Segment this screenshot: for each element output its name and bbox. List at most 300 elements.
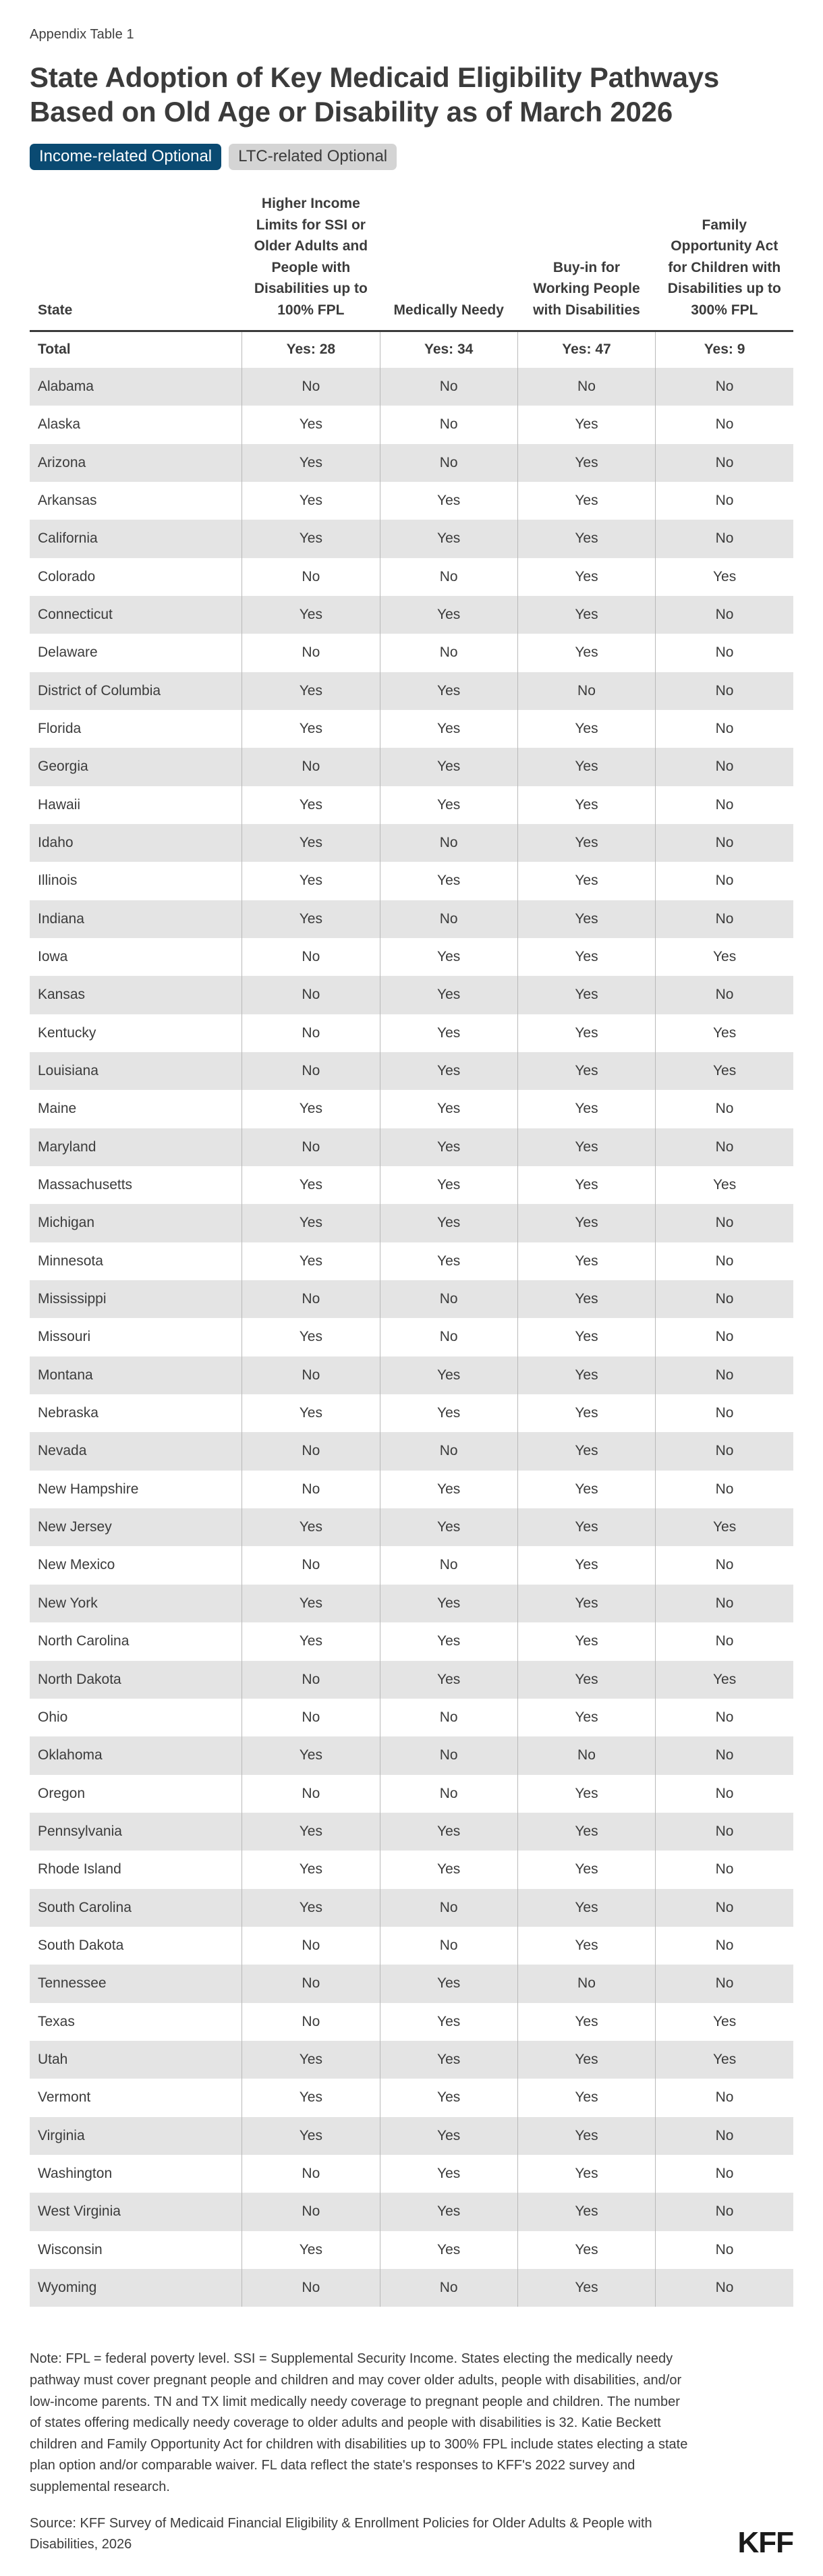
table-cell-value: Yes	[517, 596, 655, 634]
table-cell-value: Yes	[656, 1166, 793, 1204]
table-cell-value: Yes	[380, 596, 517, 634]
table-row	[30, 1432, 793, 1470]
table-cell-value: No	[656, 1546, 793, 1584]
table-cell-value: Yes	[517, 2193, 655, 2230]
table-cell-value: Yes	[656, 938, 793, 976]
table-cell-value: Yes	[517, 1318, 655, 1356]
table-cell-value: No	[656, 1128, 793, 1166]
table-row	[30, 862, 793, 900]
row-label-state: Alabama	[30, 368, 242, 406]
table-cell-value: Yes	[380, 1585, 517, 1622]
row-label-state: New Jersey	[30, 1508, 242, 1546]
table-cell-value: No	[656, 900, 793, 938]
table-row	[30, 1471, 793, 1508]
table-row	[30, 786, 793, 824]
column-header-state: State	[30, 193, 242, 331]
row-label-state: Arizona	[30, 444, 242, 482]
table-row	[30, 482, 793, 520]
table-cell-value: Yes	[517, 938, 655, 976]
table-cell-value: No	[242, 1471, 380, 1508]
table-cell-value: Yes	[517, 1699, 655, 1736]
table-cell-value: No	[656, 596, 793, 634]
table-cell-value: Yes	[517, 1585, 655, 1622]
table-cell-value: No	[380, 558, 517, 596]
table-cell-value: No	[380, 1546, 517, 1584]
table-row	[30, 1014, 793, 1052]
row-label-state: Delaware	[30, 634, 242, 672]
row-label-state: Ohio	[30, 1699, 242, 1736]
row-label-state: Hawaii	[30, 786, 242, 824]
row-label-state: Virginia	[30, 2117, 242, 2155]
table-row	[30, 1166, 793, 1204]
table-row	[30, 634, 793, 672]
table-cell-value: Yes	[517, 900, 655, 938]
table-cell-value: Yes	[656, 1014, 793, 1052]
table-cell-value: No	[242, 938, 380, 976]
table-row	[30, 672, 793, 710]
table-cell-value: No	[656, 1090, 793, 1128]
table-cell-value: Yes	[380, 520, 517, 557]
row-label-state: South Carolina	[30, 1889, 242, 1927]
table-cell-value: Yes	[242, 2079, 380, 2116]
table-cell-value: Yes	[242, 1166, 380, 1204]
table-cell-value: No	[242, 1775, 380, 1813]
table-cell-value: No	[242, 1356, 380, 1394]
table-cell-value: No	[656, 368, 793, 406]
row-label-state: Illinois	[30, 862, 242, 900]
row-label-state: Oklahoma	[30, 1736, 242, 1774]
table-cell-value: No	[242, 1280, 380, 1318]
table-row	[30, 2193, 793, 2230]
table-cell-value: No	[656, 1394, 793, 1432]
table-row	[30, 1128, 793, 1166]
table-cell-value: No	[656, 1927, 793, 1965]
table-cell-value: Yes	[380, 1851, 517, 1888]
row-label-state: New Hampshire	[30, 1471, 242, 1508]
table-cell-value: Yes	[380, 1508, 517, 1546]
table-cell-value: No	[242, 1014, 380, 1052]
table-cell-value: Yes	[242, 406, 380, 443]
table-cell-value: Yes	[517, 2117, 655, 2155]
table-cell-value: Yes	[517, 1546, 655, 1584]
table-cell-value: Yes: 9	[656, 331, 793, 368]
row-label-state: Maryland	[30, 1128, 242, 1166]
table-cell-value: Yes	[242, 520, 380, 557]
table-cell-value: Yes	[380, 1204, 517, 1242]
table-cell-value: Yes	[380, 2079, 517, 2116]
table-cell-value: Yes	[242, 672, 380, 710]
table-cell-value: No	[656, 1699, 793, 1736]
table-cell-value: No	[242, 558, 380, 596]
table-cell-value: No	[656, 824, 793, 862]
eyebrow-label: Appendix Table 1	[30, 27, 134, 42]
table-cell-value: Yes	[380, 2117, 517, 2155]
table-cell-value: Yes	[656, 1052, 793, 1090]
table-cell-value: Yes	[517, 2231, 655, 2269]
table-row	[30, 1546, 793, 1584]
row-label-state: Indiana	[30, 900, 242, 938]
table-cell-value: No	[380, 1280, 517, 1318]
table-cell-value: No	[656, 1889, 793, 1927]
table-cell-value: No	[656, 1204, 793, 1242]
table-cell-value: No	[656, 1471, 793, 1508]
table-cell-value: No	[656, 444, 793, 482]
row-label-state: California	[30, 520, 242, 557]
table-cell-value: Yes	[242, 1394, 380, 1432]
row-label-state: Louisiana	[30, 1052, 242, 1090]
table-cell-value: Yes	[380, 2003, 517, 2041]
table-cell-value: Yes	[242, 824, 380, 862]
row-label-state: Vermont	[30, 2079, 242, 2116]
table-cell-value: Yes	[656, 2003, 793, 2041]
table-row	[30, 368, 793, 406]
table-cell-value: Yes	[380, 482, 517, 520]
table-cell-value: No	[380, 1736, 517, 1774]
tag-ltc-related-optional[interactable]: LTC-related Optional	[229, 144, 397, 170]
table-cell-value: No	[656, 2231, 793, 2269]
table-cell-value: Yes	[517, 634, 655, 672]
table-cell-value: Yes	[242, 1851, 380, 1888]
table-cell-value: No	[656, 976, 793, 1014]
table-cell-value: Yes	[517, 2269, 655, 2307]
table-cell-value: Yes	[517, 1622, 655, 1660]
table-cell-value: Yes	[517, 1356, 655, 1394]
table-cell-value: Yes	[242, 1813, 380, 1851]
row-label-state: Iowa	[30, 938, 242, 976]
table-row	[30, 2269, 793, 2307]
table-cell-value: Yes	[380, 1965, 517, 2002]
table-cell-value: Yes	[517, 1775, 655, 1813]
table-footer	[30, 2349, 793, 2575]
tag-row	[30, 144, 793, 170]
table-row	[30, 1699, 793, 1736]
table-cell-value: Yes	[380, 1622, 517, 1660]
table-cell-value: Yes	[656, 558, 793, 596]
table-cell-value: Yes	[517, 1661, 655, 1699]
table-cell-value: Yes	[517, 2155, 655, 2193]
table-cell-value: Yes	[380, 1394, 517, 1432]
table-cell-value: No	[656, 1280, 793, 1318]
table-cell-value: No	[656, 672, 793, 710]
table-cell-value: Yes	[242, 2117, 380, 2155]
table-cell-value: Yes	[380, 938, 517, 976]
table-cell-value: No	[656, 1736, 793, 1774]
table-row	[30, 1204, 793, 1242]
table-row	[30, 1090, 793, 1128]
row-label-state: Florida	[30, 710, 242, 748]
row-label-state: Texas	[30, 2003, 242, 2041]
table-row	[30, 976, 793, 1014]
table-cell-value: No	[656, 1813, 793, 1851]
table-cell-value: Yes	[517, 482, 655, 520]
table-cell-value: No	[656, 2155, 793, 2193]
table-cell-value: Yes	[517, 786, 655, 824]
table-cell-value: No	[656, 748, 793, 786]
table-row	[30, 1318, 793, 1356]
row-label-state: Kentucky	[30, 1014, 242, 1052]
table-cell-value: Yes	[380, 862, 517, 900]
table-cell-value: No	[656, 406, 793, 443]
table-cell-value: Yes	[517, 1889, 655, 1927]
table-cell-value: No	[242, 1546, 380, 1584]
table-row	[30, 1851, 793, 1888]
table-cell-value: Yes	[380, 672, 517, 710]
table-cell-value: No	[242, 368, 380, 406]
table-row	[30, 1280, 793, 1318]
table-cell-value: Yes	[517, 1508, 655, 1546]
table-cell-value: Yes: 47	[517, 331, 655, 368]
table-cell-value: Yes	[380, 2231, 517, 2269]
table-cell-value: No	[656, 2193, 793, 2230]
table-cell-value: No	[656, 1851, 793, 1888]
row-label-state: Rhode Island	[30, 1851, 242, 1888]
table-cell-value: No	[242, 748, 380, 786]
tag-income-related-optional[interactable]: Income-related Optional	[30, 144, 221, 170]
table-row	[30, 1889, 793, 1927]
table-cell-value: No	[380, 634, 517, 672]
table-cell-value: Yes	[517, 1014, 655, 1052]
table-row	[30, 2041, 793, 2079]
row-label-state: Mississippi	[30, 1280, 242, 1318]
table-cell-value: No	[656, 1318, 793, 1356]
table-cell-value: Yes	[380, 2155, 517, 2193]
table-row	[30, 596, 793, 634]
row-label-state: North Dakota	[30, 1661, 242, 1699]
table-row	[30, 558, 793, 596]
row-label-state: Colorado	[30, 558, 242, 596]
table-body	[30, 331, 793, 2307]
table-row	[30, 748, 793, 786]
table-row	[30, 2117, 793, 2155]
table-cell-value: Yes	[517, 1280, 655, 1318]
table-cell-value: Yes	[517, 558, 655, 596]
table-cell-value: Yes	[242, 1090, 380, 1128]
table-cell-value: Yes	[242, 1736, 380, 1774]
row-label-state: Georgia	[30, 748, 242, 786]
table-cell-value: No	[242, 2193, 380, 2230]
row-label-state: Tennessee	[30, 1965, 242, 2002]
table-cell-value: Yes	[242, 1204, 380, 1242]
table-row	[30, 710, 793, 748]
table-cell-value: Yes	[517, 444, 655, 482]
row-label-state: Alaska	[30, 406, 242, 443]
table-row	[30, 1775, 793, 1813]
table-row	[30, 1242, 793, 1280]
table-cell-value: No	[242, 1661, 380, 1699]
footnote-source: Source: KFF Survey of Medicaid Financial Eligibility & Enrollment Policies for Older Adults & People with Disabilities, 2026	[30, 2515, 652, 2552]
table-cell-value: Yes	[380, 710, 517, 748]
row-label-state: Maine	[30, 1090, 242, 1128]
table-cell-value: No	[380, 1699, 517, 1736]
table-cell-value: Yes	[517, 1128, 655, 1166]
row-label-state: Montana	[30, 1356, 242, 1394]
table-cell-value: Yes	[242, 710, 380, 748]
table-cell-value: Yes	[517, 2079, 655, 2116]
table-cell-value: Yes	[517, 862, 655, 900]
table-cell-value: Yes	[380, 786, 517, 824]
table-cell-value: Yes	[242, 786, 380, 824]
table-cell-value: Yes	[380, 1356, 517, 1394]
table-cell-value: Yes	[242, 444, 380, 482]
table-row	[30, 1585, 793, 1622]
row-label-state: Michigan	[30, 1204, 242, 1242]
table-cell-value: No	[380, 1927, 517, 1965]
row-label-state: Minnesota	[30, 1242, 242, 1280]
table-cell-value: Yes	[242, 482, 380, 520]
table-row	[30, 900, 793, 938]
kff-logo: KFF	[737, 2525, 793, 2559]
table-cell-value: No	[656, 1775, 793, 1813]
table-cell-value: Yes	[517, 748, 655, 786]
table-cell-value: No	[242, 2003, 380, 2041]
table-cell-value: Yes	[656, 2041, 793, 2079]
table-cell-value: Yes	[517, 1927, 655, 1965]
table-cell-value: No	[380, 444, 517, 482]
table-cell-value: Yes	[242, 1318, 380, 1356]
table-header-row	[30, 193, 793, 331]
column-header-family-opportunity-act: Family Opportunity Act for Children with Disabilities up to 300% FPL	[656, 193, 793, 331]
table-cell-value: Yes	[517, 1166, 655, 1204]
table-cell-value: No	[656, 1356, 793, 1394]
table-cell-value: No	[656, 1965, 793, 2002]
table-cell-value: No	[517, 1736, 655, 1774]
table-cell-value: Yes	[380, 1471, 517, 1508]
table-cell-value: Yes: 34	[380, 331, 517, 368]
table-cell-value: No	[242, 1128, 380, 1166]
table-cell-value: Yes	[517, 976, 655, 1014]
table-cell-value: Yes	[380, 1166, 517, 1204]
table-cell-value: Yes	[517, 1851, 655, 1888]
page-title: State Adoption of Key Medicaid Eligibility Pathways Based on Old Age or Disability as of March 2026	[30, 61, 720, 128]
table-cell-value: No	[656, 1432, 793, 1470]
table-cell-value: Yes	[242, 1889, 380, 1927]
table-row	[30, 2155, 793, 2193]
row-label-state: Massachusetts	[30, 1166, 242, 1204]
table-cell-value: Yes	[517, 1432, 655, 1470]
row-label-state: South Dakota	[30, 1927, 242, 1965]
table-cell-value: No	[380, 824, 517, 862]
table-cell-value: No	[656, 1242, 793, 1280]
table-cell-value: No	[656, 2079, 793, 2116]
table-cell-value: Yes	[380, 748, 517, 786]
table-row	[30, 1622, 793, 1660]
table-cell-value: Yes	[380, 976, 517, 1014]
table-cell-value: Yes	[517, 2003, 655, 2041]
row-label-state: Utah	[30, 2041, 242, 2079]
table-cell-value: No	[656, 710, 793, 748]
table-row	[30, 2231, 793, 2269]
table-row	[30, 1965, 793, 2002]
table-cell-value: Yes	[242, 1622, 380, 1660]
table-header	[30, 193, 793, 331]
row-label-state: New York	[30, 1585, 242, 1622]
state-adoption-table	[30, 193, 793, 2307]
table-cell-value: No	[242, 1432, 380, 1470]
table-cell-value: Yes	[242, 900, 380, 938]
table-row	[30, 406, 793, 443]
table-cell-value: No	[380, 1318, 517, 1356]
row-label-state: West Virginia	[30, 2193, 242, 2230]
table-cell-value: No	[242, 2269, 380, 2307]
table-row	[30, 2079, 793, 2116]
row-label-state: North Carolina	[30, 1622, 242, 1660]
table-cell-value: No	[242, 1052, 380, 1090]
table-cell-value: No	[242, 1699, 380, 1736]
row-label-state: Connecticut	[30, 596, 242, 634]
row-label-state: Pennsylvania	[30, 1813, 242, 1851]
table-row	[30, 1661, 793, 1699]
column-header-medically-needy: Medically Needy	[380, 193, 517, 331]
table-cell-value: No	[242, 1965, 380, 2002]
table-row-total	[30, 331, 793, 368]
table-cell-value: Yes	[242, 596, 380, 634]
table-cell-value: Yes	[242, 1585, 380, 1622]
table-container	[30, 193, 793, 2307]
table-row	[30, 1052, 793, 1090]
table-cell-value: No	[517, 368, 655, 406]
table-cell-value: No	[656, 1622, 793, 1660]
table-cell-value: No	[242, 976, 380, 1014]
footnote-note: Note: FPL = federal poverty level. SSI = Supplemental Security Income. States electing the medically needy pathway must cover pregnant people and children and may cover older adults, people with disabilities, and/or low-income parents. TN and TX limit medically needy coverage to pregnant people and children. The number of states offering medically needy coverage to older adults and people with disabilities is 32. Katie Beckett children and Family Opportunity Act for children with disabilities up to 300% FPL include states electing a state plan option and/or comparable waiver. FL data reflect the state's responses to KFF's 2022 survey and supplemental research.	[30, 2351, 688, 2494]
table-cell-value: Yes	[242, 1242, 380, 1280]
table-cell-value: Yes	[380, 1090, 517, 1128]
table-cell-value: Yes	[242, 862, 380, 900]
table-cell-value: Yes	[517, 1471, 655, 1508]
table-cell-value: Yes	[380, 1813, 517, 1851]
table-cell-value: Yes	[517, 1394, 655, 1432]
table-cell-value: No	[380, 1432, 517, 1470]
table-cell-value: Yes	[242, 2041, 380, 2079]
table-row	[30, 938, 793, 976]
row-label-state: District of Columbia	[30, 672, 242, 710]
table-cell-value: No	[517, 672, 655, 710]
table-cell-value: Yes	[517, 1090, 655, 1128]
row-label-state: Missouri	[30, 1318, 242, 1356]
table-row	[30, 444, 793, 482]
table-cell-value: Yes	[656, 1661, 793, 1699]
table-cell-value: No	[517, 1965, 655, 2002]
table-cell-value: No	[380, 368, 517, 406]
column-header-higher-income-limits: Higher Income Limits for SSI or Older Adults and People with Disabilities up to 100% FPL	[242, 193, 380, 331]
row-label-state: Washington	[30, 2155, 242, 2193]
table-cell-value: Yes	[656, 1508, 793, 1546]
table-row	[30, 520, 793, 557]
table-cell-value: No	[656, 862, 793, 900]
table-cell-value: No	[242, 2155, 380, 2193]
table-cell-value: Yes	[517, 710, 655, 748]
table-cell-value: No	[242, 634, 380, 672]
table-cell-value: No	[380, 2269, 517, 2307]
table-cell-value: No	[656, 1585, 793, 1622]
table-cell-value: No	[656, 634, 793, 672]
table-cell-value: No	[656, 2117, 793, 2155]
table-row	[30, 1927, 793, 1965]
table-cell-value: No	[380, 1775, 517, 1813]
table-cell-value: Yes	[380, 1014, 517, 1052]
row-label-state: Nebraska	[30, 1394, 242, 1432]
table-row	[30, 2003, 793, 2041]
table-cell-value: Yes	[517, 2041, 655, 2079]
column-header-buy-in-working-disabilities: Buy-in for Working People with Disabilities	[517, 193, 655, 331]
table-cell-value: Yes	[517, 1204, 655, 1242]
table-cell-value: No	[656, 482, 793, 520]
row-label-state: Wisconsin	[30, 2231, 242, 2269]
table-cell-value: Yes	[380, 2041, 517, 2079]
table-cell-value: Yes: 28	[242, 331, 380, 368]
table-cell-value: Yes	[380, 1661, 517, 1699]
table-cell-value: No	[656, 520, 793, 557]
row-label-total: Total	[30, 331, 242, 368]
